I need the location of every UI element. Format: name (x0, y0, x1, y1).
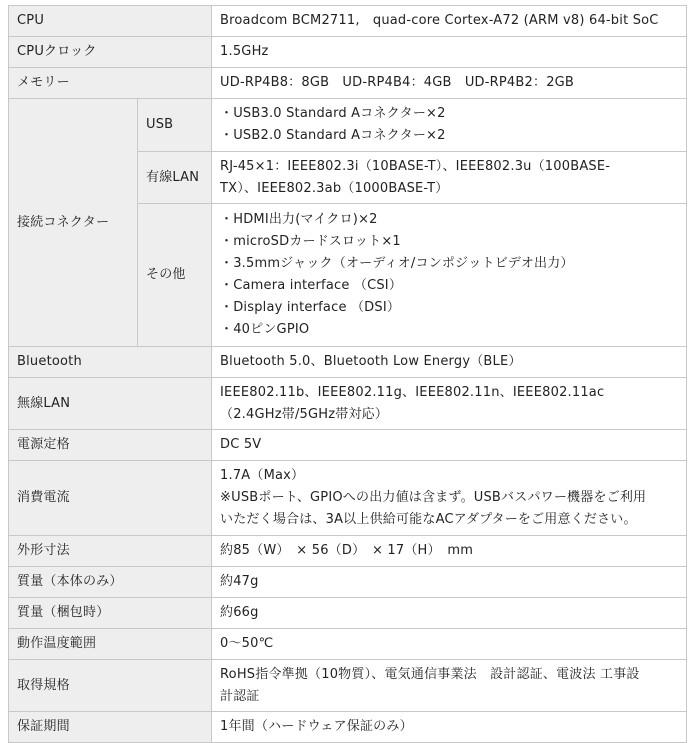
text-line: TX）、IEEE802.3ab（1000BASE-T） (220, 180, 449, 196)
spec-value (212, 461, 687, 536)
spec-value (212, 204, 687, 347)
list-item: ・Display interface （DSI） (220, 300, 401, 315)
spec-value (212, 660, 687, 712)
text-line: 1.7A（Max） (220, 468, 305, 483)
spec-row-bluetooth (9, 347, 687, 378)
spec-sublabel-wired-lan: 有線LAN (138, 152, 212, 204)
spec-value: DC 5V (212, 430, 687, 461)
spec-label: 取得規格 (9, 660, 212, 712)
spec-row-memory (9, 68, 687, 99)
spec-value: UD-RP4B8：8GB UD-RP4B4：4GB UD-RP4B2：2GB (212, 68, 687, 99)
spec-label: 外形寸法 (9, 536, 212, 567)
spec-value: 約66g (212, 598, 687, 629)
spec-row-cpu (9, 6, 687, 37)
spec-row-cpu-clock (9, 37, 687, 68)
list-item: ・microSDカードスロット×1 (220, 234, 401, 249)
spec-sublabel-other: その他 (138, 204, 212, 347)
text-line: 計認証 (220, 688, 260, 704)
text-line: RoHS指令準拠（10物質）、電気通信事業法 設計認証、電波法 工事設 (220, 666, 640, 682)
spec-sublabel-usb: USB (138, 99, 212, 152)
spec-label: 質量（梱包時） (9, 598, 212, 629)
spec-row-current (9, 461, 687, 536)
spec-value: Broadcom BCM2711, quad-core Cortex-A72 (ARM v8) 64-bit SoC (212, 6, 687, 37)
spec-label: 電源定格 (9, 430, 212, 461)
text-line: IEEE802.11b、IEEE802.11g、IEEE802.11n、IEEE802.11ac (220, 384, 605, 400)
spec-value (212, 378, 687, 430)
list-item: ・HDMI出力(マイクロ)×2 (220, 212, 378, 227)
spec-label: Bluetooth (9, 347, 212, 378)
spec-label: 消費電流 (9, 461, 212, 536)
spec-value: Bluetooth 5.0、Bluetooth Low Energy（BLE） (212, 347, 687, 378)
spec-row-wireless-lan (9, 378, 687, 430)
text-line: （2.4GHz帯/5GHz帯対応） (220, 406, 389, 422)
spec-label: CPU (9, 6, 212, 37)
spec-row-temperature (9, 629, 687, 660)
spec-value: 1年間（ハードウェア保証のみ） (212, 712, 687, 743)
list-item: ・Camera interface （CSI） (220, 278, 403, 293)
spec-label: 無線LAN (9, 378, 212, 430)
spec-value: 0～50℃ (212, 629, 687, 660)
spec-label: 保証期間 (9, 712, 212, 743)
text-line: RJ-45×1：IEEE802.3i（10BASE-T）、IEEE802.3u（100BASE- (220, 158, 611, 174)
list-item: ・USB3.0 Standard Aコネクター×2 (220, 106, 446, 121)
spec-value (212, 99, 687, 152)
spec-value: 1.5GHz (212, 37, 687, 68)
spec-row-weight-body (9, 567, 687, 598)
spec-label-connectors: 接続コネクター (9, 99, 138, 347)
spec-row-power (9, 430, 687, 461)
spec-row-certifications (9, 660, 687, 712)
text-line: ※USBポート、GPIOへの出力値は含まず。USBバスパワー機器をご利用 (220, 490, 647, 505)
spec-row-warranty (9, 712, 687, 743)
list-item: ・40ピンGPIO (220, 322, 310, 337)
spec-label: 動作温度範囲 (9, 629, 212, 660)
spec-label: メモリー (9, 68, 212, 99)
spec-label: CPUクロック (9, 37, 212, 68)
list-item: ・USB2.0 Standard Aコネクター×2 (220, 128, 446, 143)
spec-label: 質量（本体のみ） (9, 567, 212, 598)
spec-value: 約85（W） × 56（D） × 17（H） mm (212, 536, 687, 567)
spec-value: 約47g (212, 567, 687, 598)
text-line: いただく場合は、3A以上供給可能なACアダプターをご用意ください。 (220, 512, 637, 527)
spec-row-usb (9, 99, 687, 152)
spec-row-dimensions (9, 536, 687, 567)
list-item: ・3.5mmジャック（オーディオ/コンポジットビデオ出力） (220, 256, 574, 271)
spec-value (212, 152, 687, 204)
spec-row-weight-pack (9, 598, 687, 629)
spec-table (8, 5, 687, 743)
